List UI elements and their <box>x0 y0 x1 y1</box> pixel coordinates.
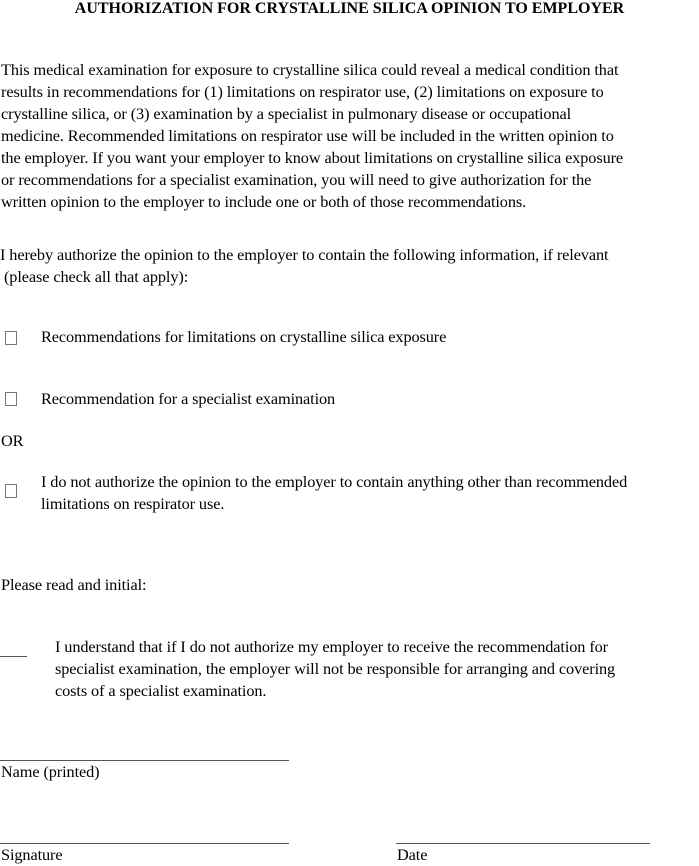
checkbox-specialist-exam[interactable] <box>5 392 17 406</box>
option-label-specialist-exam: Recommendation for a specialist examination <box>41 389 336 408</box>
checkbox-limitations-exposure[interactable] <box>5 331 17 345</box>
intro-line: the employer. If you want your employer to know about limitations on crystalline silica exposure <box>1 148 624 167</box>
authorize-line: I hereby authorize the opinion to the employer to contain the following information, if relevant <box>0 245 609 264</box>
initial-statement-line: specialist examination, the employer will not be responsible for arranging and covering <box>55 659 616 678</box>
initial-statement-line: I understand that if I do not authorize my employer to receive the recommendation for <box>55 637 609 656</box>
initial-blank-line[interactable] <box>0 656 27 657</box>
date-line[interactable] <box>396 843 650 844</box>
checkbox-no-authorization[interactable] <box>5 484 17 498</box>
intro-line: crystalline silica, or (3) examination by a specialist in pulmonary disease or occupational <box>1 104 572 123</box>
intro-line: written opinion to the employer to include one or both of those recommendations. <box>1 192 527 211</box>
or-label: OR <box>1 431 24 450</box>
document-title: AUTHORIZATION FOR CRYSTALLINE SILICA OPINION TO EMPLOYER <box>74 0 625 17</box>
intro-line: or recommendations for a specialist examination, you will need to give authorization for the <box>1 170 592 189</box>
date-label: Date <box>397 845 428 864</box>
intro-line: medicine. Recommended limitations on respirator use will be included in the written opinion to <box>1 126 614 145</box>
option-label-limitations-exposure: Recommendations for limitations on crystalline silica exposure <box>41 327 447 346</box>
intro-line: This medical examination for exposure to crystalline silica could reveal a medical condition that <box>1 60 619 79</box>
initial-statement <box>55 636 615 702</box>
name-label: Name (printed) <box>1 762 100 781</box>
signature-label: Signature <box>1 845 63 864</box>
option-label-line: I do not authorize the opinion to the employer to contain anything other than recommended <box>41 472 628 491</box>
intro-paragraph <box>1 59 623 213</box>
option-label-line: limitations on respirator use. <box>41 494 225 513</box>
authorize-line: (please check all that apply): <box>0 267 189 286</box>
option-label-no-authorization <box>41 471 627 515</box>
initial-statement-line: costs of a specialist examination. <box>55 681 267 700</box>
authorize-paragraph <box>0 244 608 288</box>
intro-line: results in recommendations for (1) limitations on respirator use, (2) limitations on exposure to <box>1 82 604 101</box>
initial-prompt: Please read and initial: <box>1 575 147 594</box>
